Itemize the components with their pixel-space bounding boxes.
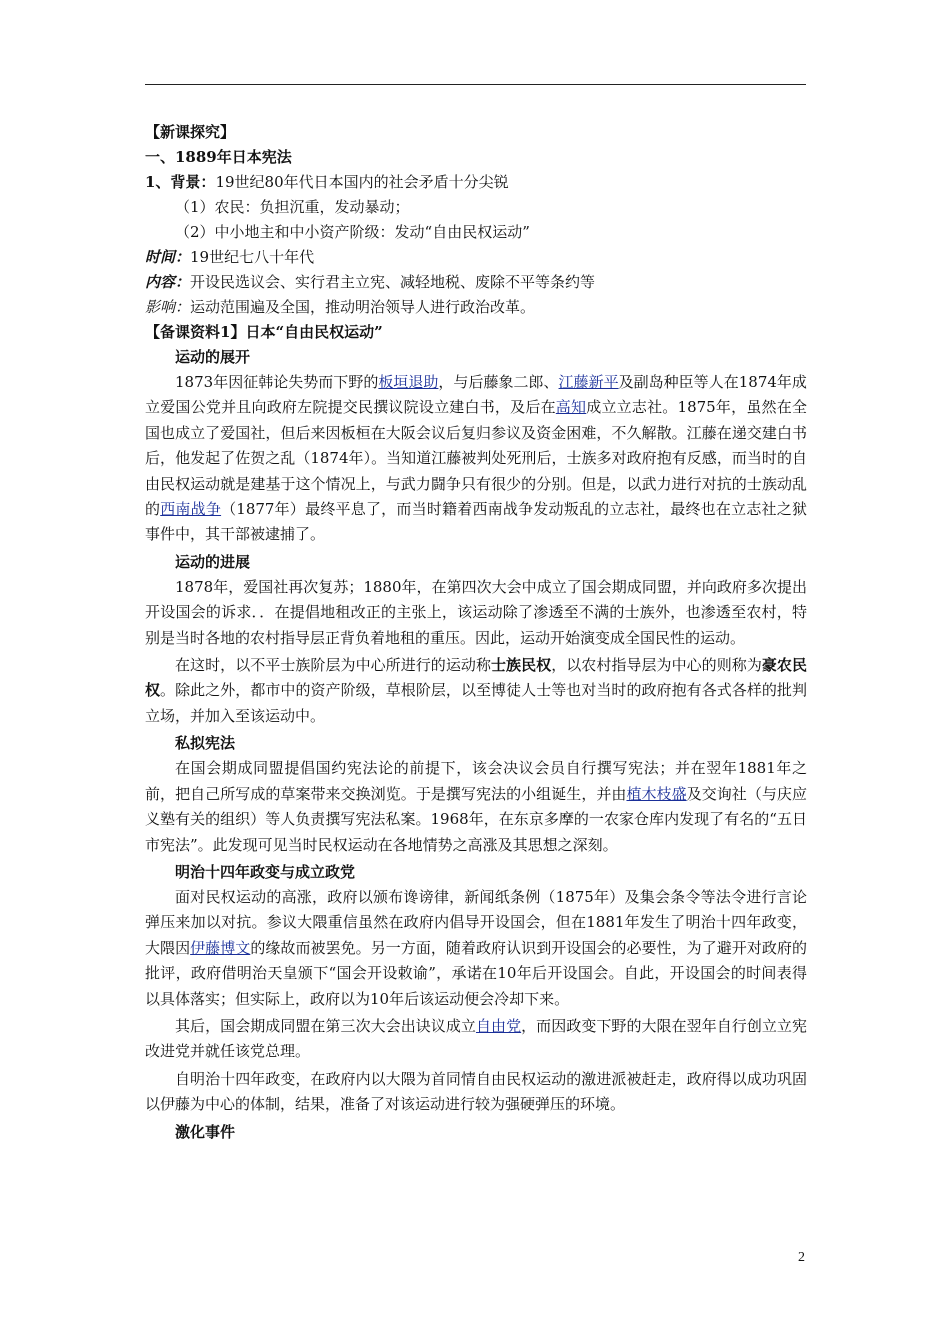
link-ito[interactable]: 伊藤博文 bbox=[190, 938, 251, 957]
content-line bbox=[145, 270, 807, 295]
new-lesson-heading: 【新课探究】 bbox=[145, 123, 236, 141]
impact-line bbox=[145, 295, 807, 320]
paragraph-private-constitution bbox=[145, 756, 807, 858]
paragraph-progress-2 bbox=[145, 653, 807, 729]
content-text: 开设民选议会、实行君主立宪、减轻地税、废除不平等条约等 bbox=[190, 273, 596, 291]
subheading-meiji14: 明治十四年政变与成立政党 bbox=[175, 862, 356, 881]
paragraph-progress-1: 1878年，爱国社再次复苏；1880年，在第四次大会中成立了国会期成同盟，并向政府多次提出开设国会的诉求．．在提倡地租改正的主张上，该运动除了渗透至不满的士族外，也渗透至农村，特别是当时各地的农村指导层正背负着地租的重压。因此，运动开始演变成全国民性的运动。 bbox=[145, 577, 807, 647]
background-text: 19世纪80年代日本国内的社会矛盾十分尖锐 bbox=[215, 173, 509, 191]
time-line bbox=[145, 245, 807, 270]
subheading-progress: 运动的进展 bbox=[175, 552, 251, 571]
link-kochi[interactable]: 高知 bbox=[555, 398, 587, 417]
text-run: 面对民权运动的高涨，政府以颁布谗谤律，新闻纸条例（1875年）及集会条令等法令进行言论弹压来加以对抗。参议大隈重信虽然在政府内倡导开设国会，但在1881年发生了明治十四年政变，大隈因 bbox=[145, 887, 807, 957]
impact-text: 运动范围遍及全国，推动明治领导人进行政治改革。 bbox=[190, 298, 536, 316]
text-run: 及交询社（与庆应义塾有关的组织）等人负责撰写宪法私案。1968年，在东京多摩的一农家仓库内发现了有名的“五日市宪法”。此发现可见当时民权运动在各地情势之高涨及其思想之深刻。 bbox=[145, 784, 807, 854]
text-run: 在国会期成同盟提倡国约宪法论的前提下，该会决议会员自行撰写宪法；并在翌年1881年之前，把自己所写成的草案带来交换浏览。于是撰写宪法的小组诞生，并由 bbox=[145, 759, 807, 803]
document-body bbox=[145, 120, 807, 1145]
text-run: ，与后藤象二郎、 bbox=[438, 373, 559, 391]
text-run: 及副岛种臣等人在1874年成立爱国公党并且向政府左院提交民撰议院设立建白书，及后在 bbox=[145, 373, 807, 417]
subheading-private-constitution: 私拟宪法 bbox=[175, 734, 236, 753]
impact-label: 影响： bbox=[145, 298, 191, 316]
subheading-radical: 激化事件 bbox=[175, 1122, 236, 1141]
text-run: 。除此之外，都市中的资产阶级，草根阶层，以至博徒人士等也对当时的政府抱有各式各样的批判立场，并加入至该运动中。 bbox=[145, 681, 807, 725]
link-itagaki[interactable]: 板垣退助 bbox=[378, 373, 439, 391]
term-shizoku-minken: 士族民权 bbox=[491, 656, 552, 675]
text-run: ，而因政变下野的大限在翌年自行创立立宪改进党并就任该党总理。 bbox=[145, 1016, 807, 1061]
paragraph-develop bbox=[145, 370, 807, 548]
time-label: 时间： bbox=[145, 248, 191, 266]
section-title: 一、1889年日本宪法 bbox=[145, 148, 292, 166]
link-eto[interactable]: 江藤新平 bbox=[558, 373, 619, 391]
paragraph-meiji14-1 bbox=[145, 885, 807, 1012]
header-rule bbox=[145, 84, 806, 85]
material-title: 【备课资料1】日本“自由民权运动” bbox=[145, 323, 383, 341]
point-peasants: （1）农民：负担沉重，发动暴动； bbox=[175, 198, 410, 216]
page-number: 2 bbox=[798, 1250, 805, 1265]
link-ueki[interactable]: 植木枝盛 bbox=[626, 784, 687, 803]
term-gono-minken: 豪农民权 bbox=[145, 656, 807, 700]
background-label: 1、背景： bbox=[145, 173, 216, 191]
link-seinan-war[interactable]: 西南战争 bbox=[160, 500, 222, 519]
text-run: （1877年）最终平息了，而当时籍着西南战争发动叛乱的立志社，最终也在立志社之狱事件中，其干部被逮捕了。 bbox=[145, 500, 807, 544]
text-run: 其后，国会期成同盟在第三次大会出诀议成立 bbox=[175, 1016, 476, 1035]
point-landlords: （2）中小地主和中小资产阶级：发动“自由民权运动” bbox=[175, 223, 530, 241]
background-line bbox=[145, 170, 807, 195]
paragraph-meiji14-2 bbox=[145, 1014, 807, 1065]
link-jiyuto[interactable]: 自由党 bbox=[475, 1016, 522, 1035]
text-run: 的缘故而被罢免。另一方面，随着政府认识到开设国会的必要性，为了避开对政府的批评，政府借明治天皇颁下“国会开设敕谕”，承诺在10年后开设国会。自此，开设国会的时间表得以具体落实；但实际上，政府以为10年后该运动便会冷却下来。 bbox=[145, 938, 807, 1008]
text-run: ，以农村指导层为中心的则称为 bbox=[551, 656, 762, 675]
time-text: 19世纪七八十年代 bbox=[190, 248, 315, 266]
subheading-develop: 运动的展开 bbox=[175, 348, 251, 366]
text-run: 1873年因征韩论失势而下野的 bbox=[175, 373, 379, 391]
text-run: 在这时，以不平士族阶层为中心所进行的运动称 bbox=[175, 656, 491, 675]
text-run: 成立立志社。1875年，虽然在全国也成立了爱国社，但后来因板桓在大阪会议后复归参议及资金困难，不久解散。江藤在递交建白书后，他发起了佐贺之乱（1874年）。当知道江藤被判处死刑后，士族多对政府抱有反感，而当时的自由民权运动就是建基于这个情况上，与武力闘争只有很少的分别。但是，以武力进行对抗的士族动乱的 bbox=[145, 398, 807, 519]
paragraph-meiji14-3: 自明治十四年政变，在政府内以大隈为首同情自由民权运动的激进派被赶走，政府得以成功巩固以伊藤为中心的体制，结果，准备了对该运动进行较为强硬弹压的环境。 bbox=[145, 1069, 807, 1114]
content-label: 内容： bbox=[145, 273, 191, 291]
